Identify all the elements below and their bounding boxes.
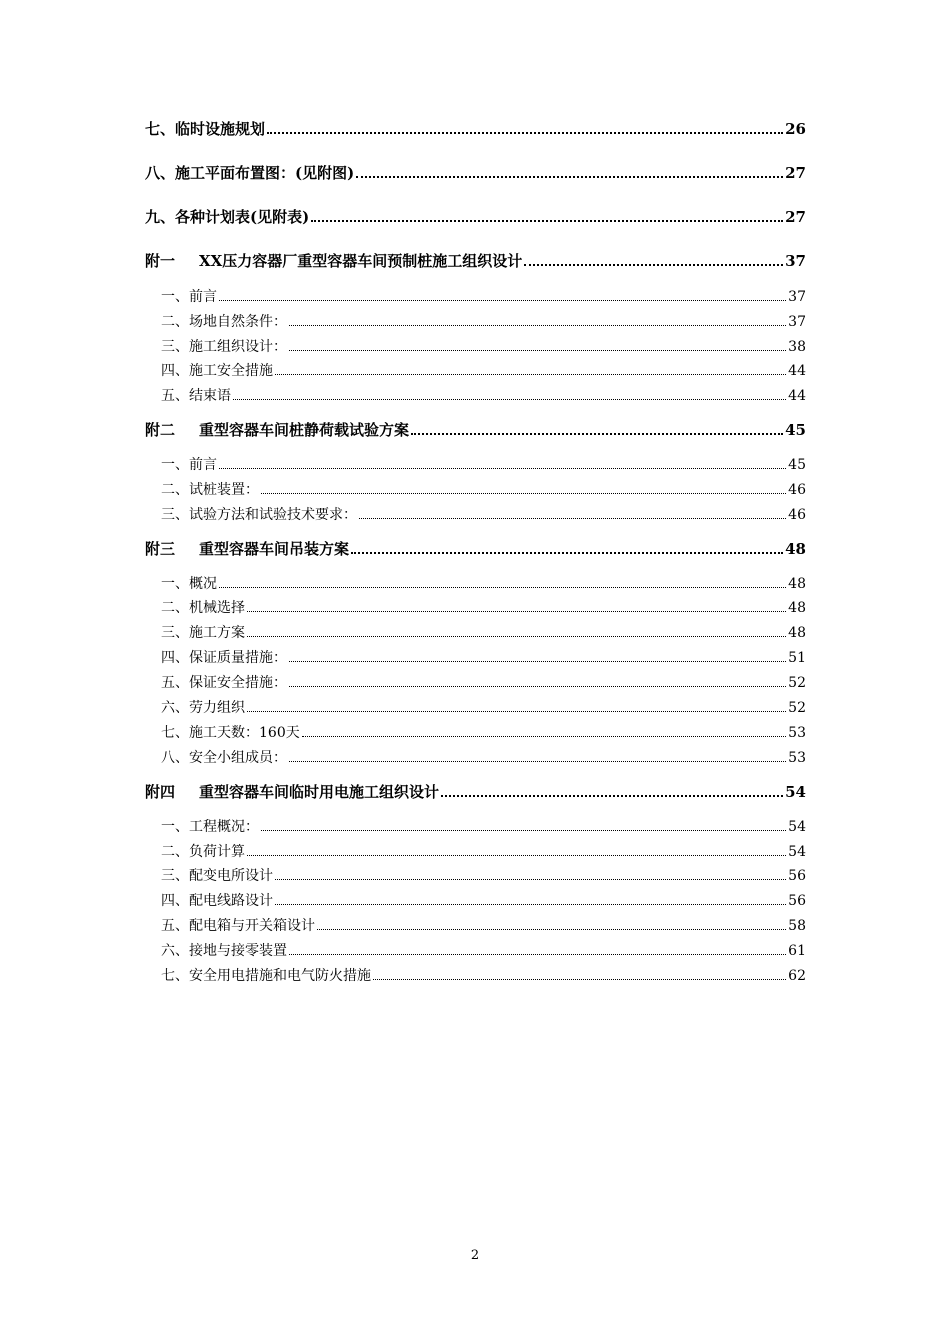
toc-entry-title: 前言 xyxy=(189,457,217,473)
toc-entry-page: 45 xyxy=(785,421,806,439)
toc-entry-number: 附一 xyxy=(145,252,176,270)
toc-entry[interactable] xyxy=(145,118,806,139)
toc-entry[interactable] xyxy=(161,573,806,593)
toc-entry-page: 27 xyxy=(785,208,806,226)
toc-entry[interactable] xyxy=(161,890,806,910)
toc-entry-page: 53 xyxy=(788,725,806,741)
dot-leader xyxy=(219,300,786,301)
toc-entry-page: 48 xyxy=(788,625,806,641)
toc-entry-page: 54 xyxy=(788,844,806,860)
toc-entry-number: 七、 xyxy=(145,120,176,138)
toc-entry-number: 四、 xyxy=(161,650,189,666)
toc-entry-title: 施工组织设计： xyxy=(189,339,287,355)
toc-entry-number: 二、 xyxy=(161,482,189,498)
toc-entry-title: 接地与接零装置 xyxy=(189,943,287,959)
dot-leader xyxy=(441,795,783,797)
toc-entry[interactable] xyxy=(161,385,806,405)
toc-entry-number: 七、 xyxy=(161,725,189,741)
toc-entry-title: 配电箱与开关箱设计 xyxy=(189,918,315,934)
toc-entry-title: 劳力组织 xyxy=(189,700,245,716)
toc-entry-title: 配电线路设计 xyxy=(189,893,273,909)
toc-entry-title: 重型容器车间吊装方案 xyxy=(199,540,350,558)
page-number: 2 xyxy=(470,1248,480,1263)
dot-leader xyxy=(289,661,786,662)
toc-entry[interactable] xyxy=(161,865,806,885)
dot-leader xyxy=(524,264,783,266)
toc-entry-page: 48 xyxy=(788,576,806,592)
toc-entry-number: 三、 xyxy=(161,625,189,641)
toc-entry-number: 一、 xyxy=(161,819,189,835)
toc-entry[interactable] xyxy=(161,672,806,692)
dot-leader xyxy=(275,879,786,880)
toc-entry-number: 八、 xyxy=(145,164,176,182)
toc-entry[interactable] xyxy=(161,722,806,742)
toc-entry-number: 三、 xyxy=(161,868,189,884)
toc-entry-number: 八、 xyxy=(161,750,189,766)
dot-leader xyxy=(247,855,786,856)
toc-entry-page: 44 xyxy=(788,363,806,379)
toc-entry-title: 工程概况： xyxy=(189,819,259,835)
toc-entry[interactable] xyxy=(145,162,806,183)
toc-entry-title: 保证质量措施： xyxy=(189,650,287,666)
toc-entry[interactable] xyxy=(145,250,806,271)
toc-entry-page: 37 xyxy=(788,289,806,305)
toc-entry[interactable] xyxy=(145,781,806,802)
toc-entry-title: 重型容器车间桩静荷载试验方案 xyxy=(199,421,410,439)
toc-entry[interactable] xyxy=(145,419,806,440)
toc-entry-title: 试桩装置： xyxy=(189,482,259,498)
dot-leader xyxy=(219,468,786,469)
toc-entry[interactable] xyxy=(145,206,806,227)
toc-entry-title: 安全小组成员： xyxy=(189,750,287,766)
toc-entry-page: 45 xyxy=(788,457,806,473)
toc-entry-page: 52 xyxy=(788,675,806,691)
toc-entry-title: 施工平面布置图：(见附图) xyxy=(175,164,355,182)
dot-leader xyxy=(247,636,786,637)
toc-entry-number: 一、 xyxy=(161,576,189,592)
toc-entry-page: 37 xyxy=(788,314,806,330)
toc-entry-number: 二、 xyxy=(161,844,189,860)
toc-entry-title: 重型容器车间临时用电施工组织设计 xyxy=(199,783,440,801)
toc-entry[interactable] xyxy=(161,841,806,861)
toc-entry-title: 机械选择 xyxy=(189,600,245,616)
toc-entry-page: 58 xyxy=(788,918,806,934)
toc-entry-number: 附二 xyxy=(145,421,176,439)
toc-entry-title: 概况 xyxy=(189,576,217,592)
dot-leader xyxy=(289,325,786,326)
toc-entry-title: 结束语 xyxy=(189,388,231,404)
toc-entry-number: 三、 xyxy=(161,339,189,355)
toc-entry-title: 临时设施规划 xyxy=(175,120,266,138)
toc-entry-number: 二、 xyxy=(161,600,189,616)
toc-entry-page: 54 xyxy=(785,783,806,801)
toc-entry-page: 38 xyxy=(788,339,806,355)
toc-entry[interactable] xyxy=(161,286,806,306)
dot-leader xyxy=(261,493,786,494)
toc-entry-title: 保证安全措施： xyxy=(189,675,287,691)
dot-leader xyxy=(359,518,786,519)
dot-leader xyxy=(275,904,786,905)
toc-entry-number: 二、 xyxy=(161,314,189,330)
toc-entry[interactable] xyxy=(161,454,806,474)
toc-entry-page: 48 xyxy=(785,540,806,558)
toc-entry-title: 施工方案 xyxy=(189,625,245,641)
dot-leader xyxy=(247,611,786,612)
toc-entry-number: 六、 xyxy=(161,700,189,716)
dot-leader xyxy=(289,686,786,687)
toc-entry-page: 46 xyxy=(788,482,806,498)
toc-entry-title: 配变电所设计 xyxy=(189,868,273,884)
toc-entry-number: 五、 xyxy=(161,388,189,404)
toc-entry[interactable] xyxy=(161,479,806,499)
toc-entry-page: 62 xyxy=(788,968,806,984)
toc-entry-number: 五、 xyxy=(161,918,189,934)
dot-leader xyxy=(247,711,786,712)
toc-entry-page: 56 xyxy=(788,868,806,884)
toc-entry-number: 六、 xyxy=(161,943,189,959)
toc-entry[interactable] xyxy=(161,816,806,836)
toc-entry[interactable] xyxy=(161,311,806,331)
toc-entry-page: 52 xyxy=(788,700,806,716)
dot-leader xyxy=(289,954,786,955)
toc-entry-number: 四、 xyxy=(161,363,189,379)
toc-entry[interactable] xyxy=(161,336,806,356)
toc-entry-title: 施工天数：160天 xyxy=(189,725,300,741)
dot-leader xyxy=(411,433,783,435)
dot-leader xyxy=(261,830,786,831)
toc-entry[interactable] xyxy=(161,697,806,717)
toc-entry-number: 附四 xyxy=(145,783,176,801)
toc-entry-title: 负荷计算 xyxy=(189,844,245,860)
dot-leader xyxy=(233,399,786,400)
toc-entry-number: 四、 xyxy=(161,893,189,909)
toc-entry-page: 44 xyxy=(788,388,806,404)
toc-entry-page: 51 xyxy=(788,650,806,666)
dot-leader xyxy=(289,761,786,762)
dot-leader xyxy=(275,374,786,375)
toc-entry[interactable] xyxy=(161,622,806,642)
toc-entry-title: 场地自然条件： xyxy=(189,314,287,330)
toc-entry-number: 三、 xyxy=(161,507,189,523)
toc-entry-page: 27 xyxy=(785,164,806,182)
toc-entry-title: 安全用电措施和电气防火措施 xyxy=(189,968,371,984)
toc-entry-page: 61 xyxy=(788,943,806,959)
dot-leader xyxy=(311,220,783,222)
toc-entry-page: 54 xyxy=(788,819,806,835)
toc-entry[interactable] xyxy=(161,965,806,985)
toc-entry[interactable] xyxy=(145,538,806,559)
toc-entry-number: 九、 xyxy=(145,208,176,226)
toc-entry-page: 48 xyxy=(788,600,806,616)
toc-entry-title: 各种计划表(见附表) xyxy=(175,208,310,226)
toc-entry[interactable] xyxy=(161,747,806,767)
toc-entry-number: 一、 xyxy=(161,457,189,473)
dot-leader xyxy=(356,176,783,178)
toc-entry-page: 56 xyxy=(788,893,806,909)
dot-leader xyxy=(219,587,786,588)
toc-entry-number: 一、 xyxy=(161,289,189,305)
toc-entry-page: 26 xyxy=(785,120,806,138)
toc-entry[interactable] xyxy=(161,647,806,667)
toc-entry[interactable] xyxy=(161,360,806,380)
toc-entry-title: 前言 xyxy=(189,289,217,305)
toc-entry[interactable] xyxy=(161,915,806,935)
dot-leader xyxy=(351,552,783,554)
dot-leader xyxy=(317,929,786,930)
toc-entry-page: 37 xyxy=(785,252,806,270)
toc-entry-page: 53 xyxy=(788,750,806,766)
toc-entry-title: 试验方法和试验技术要求： xyxy=(189,507,357,523)
dot-leader xyxy=(373,979,786,980)
dot-leader xyxy=(267,132,783,134)
toc-entry-title: XX压力容器厂重型容器车间预制桩施工组织设计 xyxy=(199,252,523,270)
toc-entry[interactable] xyxy=(161,504,806,524)
toc-entry-number: 七、 xyxy=(161,968,189,984)
toc-entry[interactable] xyxy=(161,597,806,617)
toc-entry-number: 附三 xyxy=(145,540,176,558)
dot-leader xyxy=(302,736,786,737)
toc-entry[interactable] xyxy=(161,940,806,960)
toc-entry-page: 46 xyxy=(788,507,806,523)
toc-entry-title: 施工安全措施 xyxy=(189,363,273,379)
dot-leader xyxy=(289,350,786,351)
toc-entry-number: 五、 xyxy=(161,675,189,691)
